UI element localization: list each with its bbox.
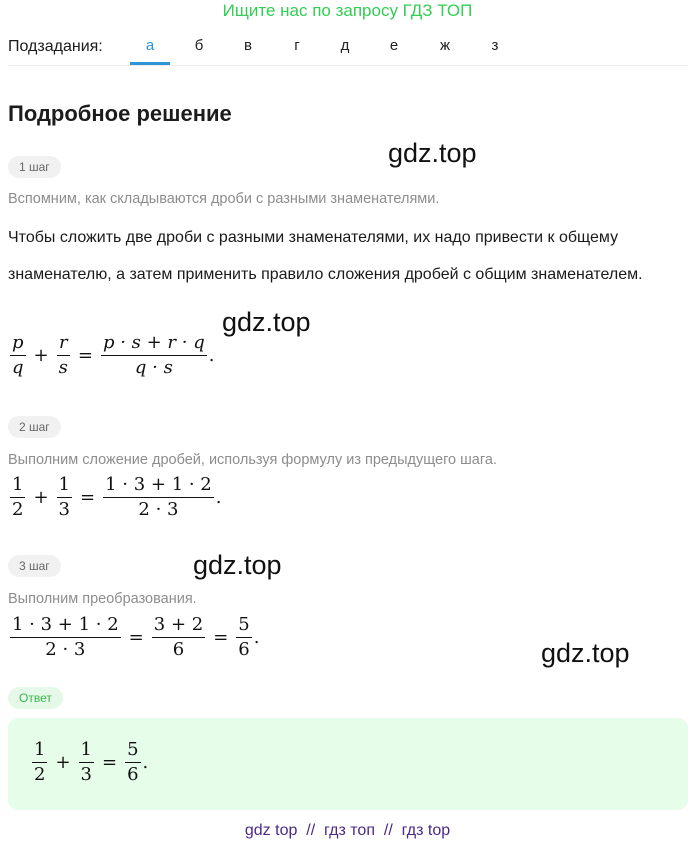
- equals-sign: =: [102, 752, 118, 773]
- fraction: [152, 615, 205, 660]
- tab-d[interactable]: д: [340, 37, 350, 54]
- formula-step-3: [8, 615, 259, 660]
- denominator: 2: [34, 764, 46, 785]
- denominator: 6: [238, 639, 250, 660]
- watermark: gdz.top: [193, 550, 282, 580]
- equals-sign: =: [77, 345, 93, 366]
- fraction: [57, 475, 72, 520]
- fraction: [101, 333, 207, 378]
- step-hint: Выполним преобразования.: [8, 591, 197, 607]
- numerator: p · s + r · q: [101, 333, 207, 356]
- equals-sign: =: [128, 627, 144, 648]
- answer-formula: [30, 740, 148, 785]
- denominator: 6: [172, 639, 185, 660]
- numerator: 1: [79, 740, 94, 763]
- watermark: gdz.top: [388, 138, 477, 168]
- answer-box: [8, 718, 688, 810]
- equals-sign: =: [80, 487, 96, 508]
- subtasks-label: Подзадания:: [8, 38, 103, 55]
- step-badge: 3 шаг: [8, 555, 61, 577]
- answer-badge: Ответ: [8, 687, 63, 709]
- step-text: Чтобы сложить две дроби с разными знаменателями, их надо привести к общему знаменателю, а затем применить правило сложения дробей с общим знаменателем.: [8, 229, 643, 283]
- denominator: s: [58, 357, 68, 378]
- denominator: 2 · 3: [45, 639, 86, 660]
- step-badge: 2 шаг: [8, 416, 61, 438]
- numerator: 5: [236, 615, 251, 638]
- denominator: 2 · 3: [138, 499, 179, 520]
- numerator: 3 + 2: [152, 615, 205, 638]
- fraction: [79, 740, 94, 785]
- plus-sign: +: [33, 345, 49, 366]
- watermark: gdz.top: [222, 307, 311, 337]
- plus-sign: +: [55, 752, 71, 773]
- tab-v[interactable]: в: [244, 37, 252, 54]
- tab-a[interactable]: а: [130, 33, 170, 65]
- period: .: [142, 752, 149, 773]
- numerator: 1: [57, 475, 72, 498]
- numerator: 1 · 3 + 1 · 2: [10, 615, 121, 638]
- denominator: q · s: [134, 357, 173, 378]
- step-hint: Выполним сложение дробей, используя формулу из предыдущего шага.: [8, 452, 497, 468]
- plus-sign: +: [33, 487, 49, 508]
- denominator: 3: [80, 764, 92, 785]
- subtasks-bar: [8, 33, 688, 66]
- denominator: 6: [127, 764, 139, 785]
- denominator: q: [12, 357, 24, 378]
- watermark: gdz.top: [541, 638, 630, 668]
- fraction: [103, 475, 214, 520]
- numerator: 1: [10, 475, 25, 498]
- page-title: Подробное решение: [8, 101, 232, 126]
- step-badge: 1 шаг: [8, 156, 61, 178]
- tab-g[interactable]: г: [294, 37, 300, 54]
- period: .: [208, 345, 215, 366]
- equals-sign: =: [213, 627, 229, 648]
- tab-zh[interactable]: ж: [439, 37, 451, 54]
- footer-links[interactable]: gdz top // гдз топ // гдз top: [244, 822, 451, 839]
- fraction: [10, 333, 26, 378]
- fraction: [125, 740, 140, 785]
- denominator: 2: [12, 499, 24, 520]
- step-hint: Вспомним, как складываются дроби с разными знаменателями.: [8, 191, 440, 207]
- fraction: [236, 615, 251, 660]
- tab-e[interactable]: е: [389, 37, 399, 54]
- formula-step-1: [8, 333, 214, 378]
- numerator: p: [10, 333, 26, 356]
- denominator: 3: [58, 499, 70, 520]
- fraction: [10, 475, 25, 520]
- tab-b[interactable]: б: [194, 37, 204, 54]
- numerator: 1: [32, 740, 47, 763]
- numerator: 5: [125, 740, 140, 763]
- fraction: [32, 740, 47, 785]
- period: .: [215, 487, 222, 508]
- numerator: r: [57, 333, 70, 356]
- formula-step-2: [8, 475, 222, 520]
- tab-z[interactable]: з: [491, 37, 499, 54]
- search-banner: Ищите нас по запросу ГДЗ ТОП: [222, 1, 473, 20]
- period: .: [253, 627, 260, 648]
- fraction: [10, 615, 121, 660]
- numerator: 1 · 3 + 1 · 2: [103, 475, 214, 498]
- fraction: [57, 333, 70, 378]
